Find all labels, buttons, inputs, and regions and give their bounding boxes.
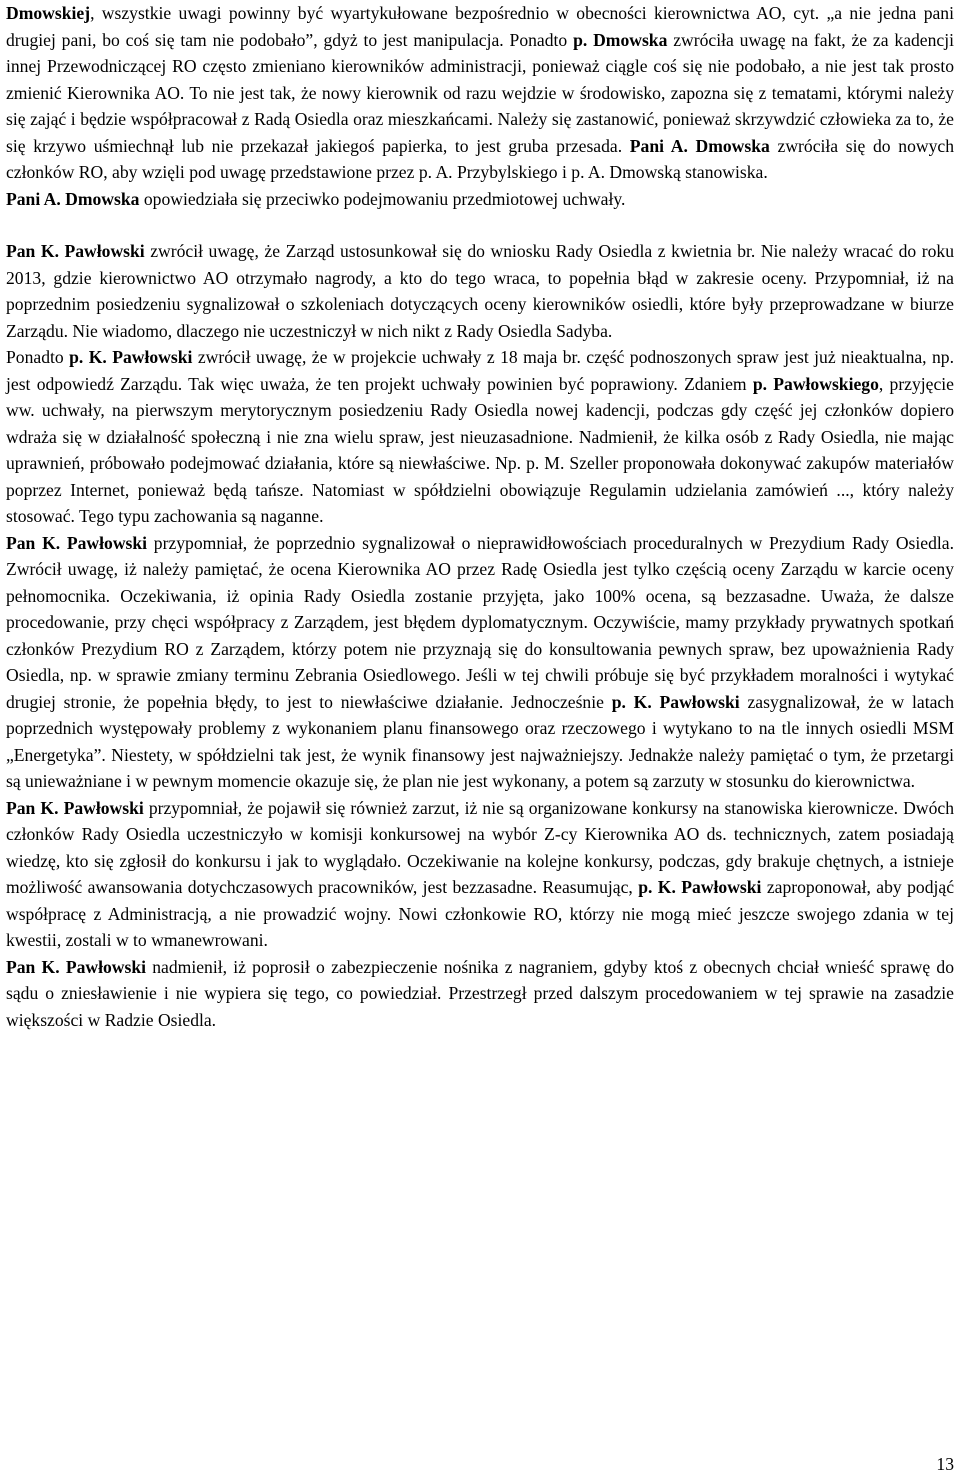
paragraph (6, 0, 954, 186)
speaker-name: Pan K. Pawłowski (6, 532, 148, 553)
text-run: Ponadto (6, 347, 70, 367)
page-number: 13 (936, 1454, 954, 1474)
paragraph (6, 954, 954, 1034)
speaker-name: Pan K. Pawłowski (6, 956, 147, 977)
speaker-name: p. K. Pawłowski (638, 877, 762, 897)
paragraph (6, 795, 954, 954)
speaker-name: Pani A. Dmowska (6, 188, 140, 209)
text-run: zasygnalizował, że w latach poprzednich występowały problemy z wykonaniem planu finansowego oraz rzeczowego i wytykano to na tle innych osiedli MSM „Energetyka”. Niestety, w spółdzielni tak jest, że wynik finansowy jest najważniejszy. Jednakże należy pamiętać o tym, że przetargi są unieważniane i w pewnym momencie okazuje się, że plan nie jest wykonany, a potem są zarzuty w stosunku do kierownictwa. (6, 691, 954, 791)
text-run: , wszystkie uwagi powinny być wyartykułowane bezpośrednio w obecności kierownictwa AO, cyt. „a nie jedna pani drugiej pani, bo coś się tam nie podobało”, gdyż to jest manipulacja. Ponadto (6, 3, 954, 50)
text-run: zwróciła się do nowych członków RO, aby wzięli pod uwagę przedstawione przez p. A. Przybylskiego i p. A. Dmowską stanowiska. (6, 135, 954, 182)
speaker-name: p. K. Pawłowski (611, 691, 740, 712)
text-run: zwrócił uwagę, że Zarząd ustosunkował się do wniosku Rady Osiedla z kwietnia br. Nie należy wracać do roku 2013, gdzie kierownictwo AO otrzymało nagrody, a kto do tego wraca, to popełnia błąd w zakresie oceny. Przypomniał, iż na poprzednim posiedzeniu sygnalizował o szkoleniach dotyczących oceny kierowników osiedli, które były przeprowadzane w biurze Zarządu. Nie wiadomo, dlaczego nie uczestniczył w nich nikt z Rady Osiedla Sadyba. (6, 241, 955, 341)
speaker-name: Pan K. Pawłowski (6, 797, 144, 818)
paragraph (6, 238, 954, 344)
text-run: nadmienił, iż poprosił o zabezpieczenie nośnika z nagraniem, gdyby ktoś z obecnych chciał wnieść sprawę do sądu o zniesławienie i nie wypiera się tego, co powiedział. Przestrzegł przed dalszym procedowaniem w tej sprawie na zasadzie większości w Radzie Osiedla. (6, 956, 954, 1030)
speaker-name: p. Pawłowskiego (752, 373, 879, 394)
speaker-name: p. K. Pawłowski (69, 347, 193, 367)
text-run: przypomniał, że poprzednio sygnalizował o nieprawidłowościach proceduralnych w Prezydium Rady Osiedla. Zwrócił uwagę, iż należy pamiętać, że ocena Kierownika AO przez Radę Osiedla jest tylko częścią oceny Zarządu w karcie oceny pełnomocnika. Oczekiwania, iż opinia Rady Osiedla zostanie przyjęta, jako 100% ocena, są bezzasadne. Uważa, że dalsze procedowanie, przy chęci współpracy z Zarządem, jest błędem dyplomatycznym. Oczywiście, mamy przykłady prywatnych spotkań członków Prezydium RO z Zarządem, którzy potem nie przyznają się do konsultowania pewnych spraw, bez upoważnienia Rady Osiedla, np. w sprawie zmiany terminu Zebrania Osiedlowego. Jeśli w tej chwili próbuje się być przykładem moralności i wytykać drugiej stronie, że popełnia błędy, to jest to niewłaściwe działanie. Jednocześnie (6, 532, 954, 712)
text-run: zaproponował, aby podjąć współpracę z Administracją, a nie prowadzić wojny. Nowi członkowie RO, którzy nie mogą mieć jeszcze swojego zdania w tej kwestii, zostali w to wmanewrowani. (6, 877, 954, 950)
paragraph (6, 530, 954, 795)
paragraph (6, 186, 954, 213)
speaker-name: Pan K. Pawłowski (6, 241, 145, 261)
text-run: , przyjęcie ww. uchwały, na pierwszym merytorycznym posiedzeniu Rady Osiedla nowej kadencji, podczas gdy część jej członków dopiero wdraża się w działalność społeczną i nie zna wielu spraw, jest nieuzasadnione. Nadmienił, że kilka osób z Rady Osiedla, nie mając uprawnień, próbowało podejmować działania, które są niewłaściwe. Np. p. M. Szeller proponowała dokonywać zakupów materiałów poprzez Internet, ponieważ będą tańsze. Natomiast w spółdzielni obowiązuje Regulamin udzielania zamówień ..., który należy stosować. Tego typu zachowania są naganne. (6, 373, 954, 526)
speaker-name: Pani A. Dmowska (629, 135, 770, 156)
speaker-name: Dmowskiej (6, 3, 91, 23)
document-body (6, 0, 954, 1033)
speaker-name: p. Dmowska (573, 29, 668, 50)
paragraph (6, 344, 954, 530)
text-run: zwrócił uwagę, że w projekcie uchwały z 18 maja br. część podnoszonych spraw jest już nieaktualna, np. jest odpowiedź Zarządu. Tak więc uważa, że ten projekt uchwały powinien być poprawiony. Zdaniem (6, 347, 954, 394)
text-run: przypomniał, że pojawił się również zarzut, iż nie są organizowane konkursy na stanowiska kierownicze. Dwóch członków Rady Osiedla uczestniczyło w komisji konkursowej na wybór Z-cy Kierownika AO ds. technicznych, zatem posiadają wiedzę, kto się zgłosił do konkursu i jak to wyglądało. Oczekiwanie na kolejne konkursy, podczas, gdy brakuje chętnych, a istnieje możliwość awansowania dotychczasowych pracowników, jest bezzasadne. Reasumując, (6, 797, 954, 897)
text-run: zwróciła uwagę na fakt, że za kadencji innej Przewodniczącej RO często zmieniano kierowników administracji, ponieważ ciągle coś się nie podobało, a nie jest tak prosto zmienić Kierownika AO. To nie jest tak, że nowy kierownik od razu wejdzie w środowisko, zapozna się z tematami, którymi należy się zająć i będzie współpracował z Radą Osiedla oraz mieszkańcami. Należy się zastanowić, ponieważ skrzywdzić człowieka za to, że się krzywo uśmiechnął lub nie przekazał jakiegoś papierka, to jest gruba przesada. (6, 29, 954, 156)
text-run: opowiedziała się przeciwko podejmowaniu przedmiotowej uchwały. (139, 188, 626, 209)
